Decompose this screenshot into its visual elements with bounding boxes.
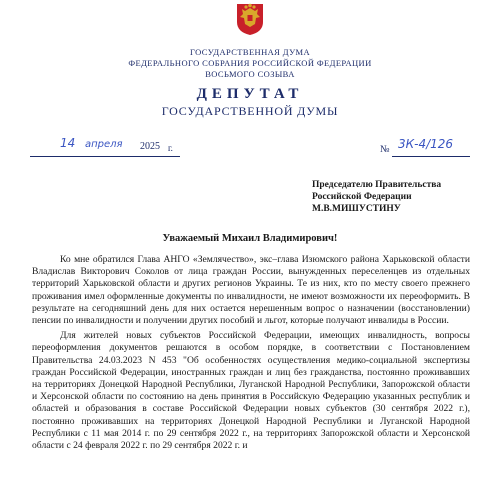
- letterhead-subtitle: ГОСУДАРСТВЕННОЙ ДУМЫ: [161, 104, 339, 118]
- russian-coat-of-arms-icon: [234, 2, 266, 36]
- date-month: апреля: [85, 139, 123, 150]
- date-year: 2025: [140, 141, 160, 152]
- letterhead-line-1: ГОСУДАРСТВЕННАЯ ДУМА: [190, 47, 310, 57]
- date-year-suffix: г.: [168, 143, 173, 153]
- addressee-line-2: Российской Федерации: [312, 192, 412, 202]
- document-number-value: 3К-4/126: [398, 137, 454, 151]
- body-paragraph-1: Ко мне обратился Глава АНГО «Землячество», экс–глава Изюмского района Харьковской области Владислав Викторович Соколов от лица граждан России, вынужденных переселенцев из отдельных территорий Харьковской области и других регионов Украины. Те из них, кто по месту своего прежнего проживания имел оформленные документы по инвалидности, не имеют возможности их переоформить. В результате на сегодняшний день для них остается нерешенным вопрос о назначении (восстановлении) пенсии по инвалидности и получении других пособий и льгот, которые получают инвалиды в России.: [32, 254, 470, 327]
- addressee-block: [312, 179, 441, 215]
- letterhead-line-2: ФЕДЕРАЛЬНОГО СОБРАНИЯ РОССИЙСКОЙ ФЕДЕРАЦИИ: [128, 58, 372, 68]
- document-number-label: №: [380, 144, 390, 155]
- addressee-line-1: Председателю Правительства: [312, 180, 442, 190]
- date-day: 14: [60, 136, 76, 150]
- body-paragraph-2: Для жителей новых субъектов Российской Федерации, имеющих инвалидность, вопросы переоформления документов решаются в особом порядке, в соответствии с Постановлением Правительства 24.03.2023 N 453 "Об особенностях осуществления медико-социальной экспертизы граждан Российской Федерации, иностранных граждан и лиц без гражданства, постоянно проживавших на территориях Донецкой Народной Республики, Луганской Народной Республики, Запорожской области и Херсонской области по состоянию на день принятия в Российскую Федерацию указанных республик и областей и образования в составе Российской Федерации новых субъектов (30 сентября 2022 г.), постоянно проживавших на территориях Донецкой Народной Республики и Луганской Народной Республики с 11 мая 2014 г. по 29 сентября 2022 г., на территориях Запорожской области и Херсонской области с 24 февраля 2022 г. по 29 сентября 2022 г. и: [32, 330, 470, 452]
- letterhead-line-3: ВОСЬМОГО СОЗЫВА: [205, 69, 295, 79]
- addressee-line-3: М.В.МИШУСТИНУ: [312, 204, 401, 214]
- letterhead-title: ДЕПУТАТ: [196, 86, 304, 102]
- salutation: Уважаемый Михаил Владимирович!: [162, 233, 338, 244]
- letter-body: [32, 254, 470, 455]
